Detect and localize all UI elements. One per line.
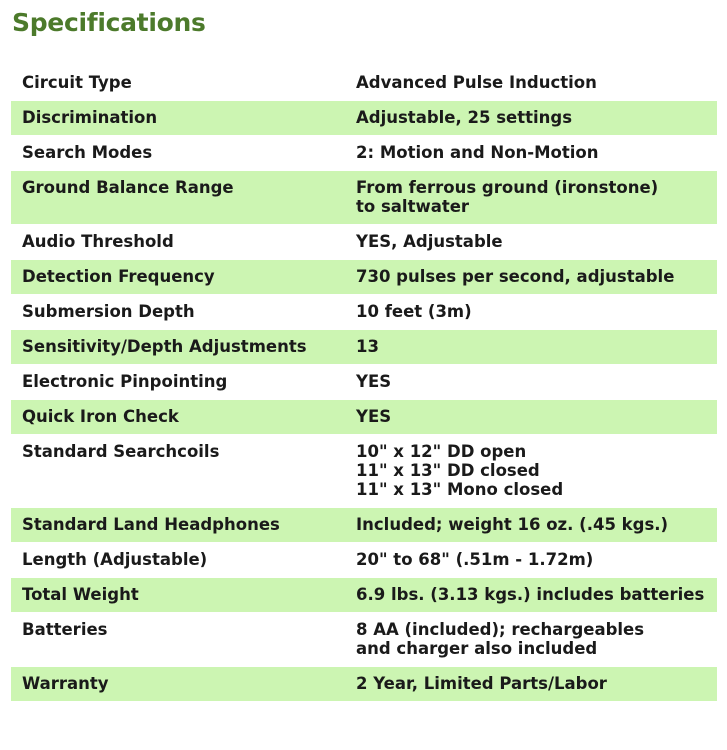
spec-value — [345, 171, 717, 225]
spec-value-line: 11" x 13" Mono closed — [356, 480, 564, 499]
spec-value-line: YES, Adjustable — [356, 232, 503, 251]
spec-label: Submersion Depth — [11, 295, 345, 330]
spec-value — [345, 435, 717, 508]
spec-value-line: 13 — [356, 337, 379, 356]
spec-value — [345, 508, 717, 543]
spec-value-line: Advanced Pulse Induction — [356, 73, 597, 92]
spec-value-line: 2 Year, Limited Parts/Labor — [356, 674, 607, 693]
spec-value — [345, 260, 717, 295]
spec-value-line: 10" x 12" DD open — [356, 442, 527, 461]
spec-label: Length (Adjustable) — [11, 543, 345, 578]
specifications-table-body — [11, 66, 717, 702]
spec-row — [11, 613, 717, 667]
spec-row — [11, 136, 717, 171]
spec-label: Standard Land Headphones — [11, 508, 345, 543]
spec-value-line: YES — [356, 372, 392, 391]
spec-label: Quick Iron Check — [11, 400, 345, 435]
spec-value-line: to saltwater — [356, 197, 470, 216]
spec-label: Electronic Pinpointing — [11, 365, 345, 400]
spec-row — [11, 435, 717, 508]
spec-row — [11, 101, 717, 136]
spec-row — [11, 400, 717, 435]
spec-value-line: 8 AA (included); rechargeables — [356, 620, 645, 639]
spec-label: Standard Searchcoils — [11, 435, 345, 508]
spec-value — [345, 667, 717, 702]
spec-value — [345, 66, 717, 101]
spec-value-line: 730 pulses per second, adjustable — [356, 267, 675, 286]
spec-value — [345, 613, 717, 667]
spec-row — [11, 578, 717, 613]
spec-row — [11, 66, 717, 101]
spec-label: Circuit Type — [11, 66, 345, 101]
spec-value — [345, 225, 717, 260]
spec-value-line: 20" to 68" (.51m - 1.72m) — [356, 550, 594, 569]
spec-value — [345, 330, 717, 365]
spec-value — [345, 400, 717, 435]
spec-row — [11, 667, 717, 702]
spec-row — [11, 508, 717, 543]
spec-label: Total Weight — [11, 578, 345, 613]
spec-value — [345, 578, 717, 613]
spec-value — [345, 365, 717, 400]
spec-row — [11, 330, 717, 365]
spec-value-line: YES — [356, 407, 392, 426]
spec-row — [11, 295, 717, 330]
spec-label: Sensitivity/Depth Adjustments — [11, 330, 345, 365]
spec-label: Audio Threshold — [11, 225, 345, 260]
spec-value — [345, 295, 717, 330]
spec-value-line: Adjustable, 25 settings — [356, 108, 573, 127]
spec-row — [11, 543, 717, 578]
spec-row — [11, 171, 717, 225]
spec-value-line: 6.9 lbs. (3.13 kgs.) includes batteries — [356, 585, 705, 604]
spec-value — [345, 101, 717, 136]
spec-value — [345, 136, 717, 171]
spec-label: Discrimination — [11, 101, 345, 136]
spec-value-line: 2: Motion and Non-Motion — [356, 143, 599, 162]
spec-value-line: Included; weight 16 oz. (.45 kgs.) — [356, 515, 669, 534]
spec-value — [345, 543, 717, 578]
spec-label: Ground Balance Range — [11, 171, 345, 225]
spec-value-line: 11" x 13" DD closed — [356, 461, 540, 480]
spec-label: Detection Frequency — [11, 260, 345, 295]
spec-row — [11, 260, 717, 295]
page-title: Specifications — [12, 8, 206, 37]
spec-label: Warranty — [11, 667, 345, 702]
spec-row — [11, 365, 717, 400]
spec-value-line: From ferrous ground (ironstone) — [356, 178, 659, 197]
spec-value-line: 10 feet (3m) — [356, 302, 472, 321]
spec-value-line: and charger also included — [356, 639, 598, 658]
specifications-table — [11, 65, 717, 701]
spec-label: Batteries — [11, 613, 345, 667]
spec-label: Search Modes — [11, 136, 345, 171]
spec-row — [11, 225, 717, 260]
